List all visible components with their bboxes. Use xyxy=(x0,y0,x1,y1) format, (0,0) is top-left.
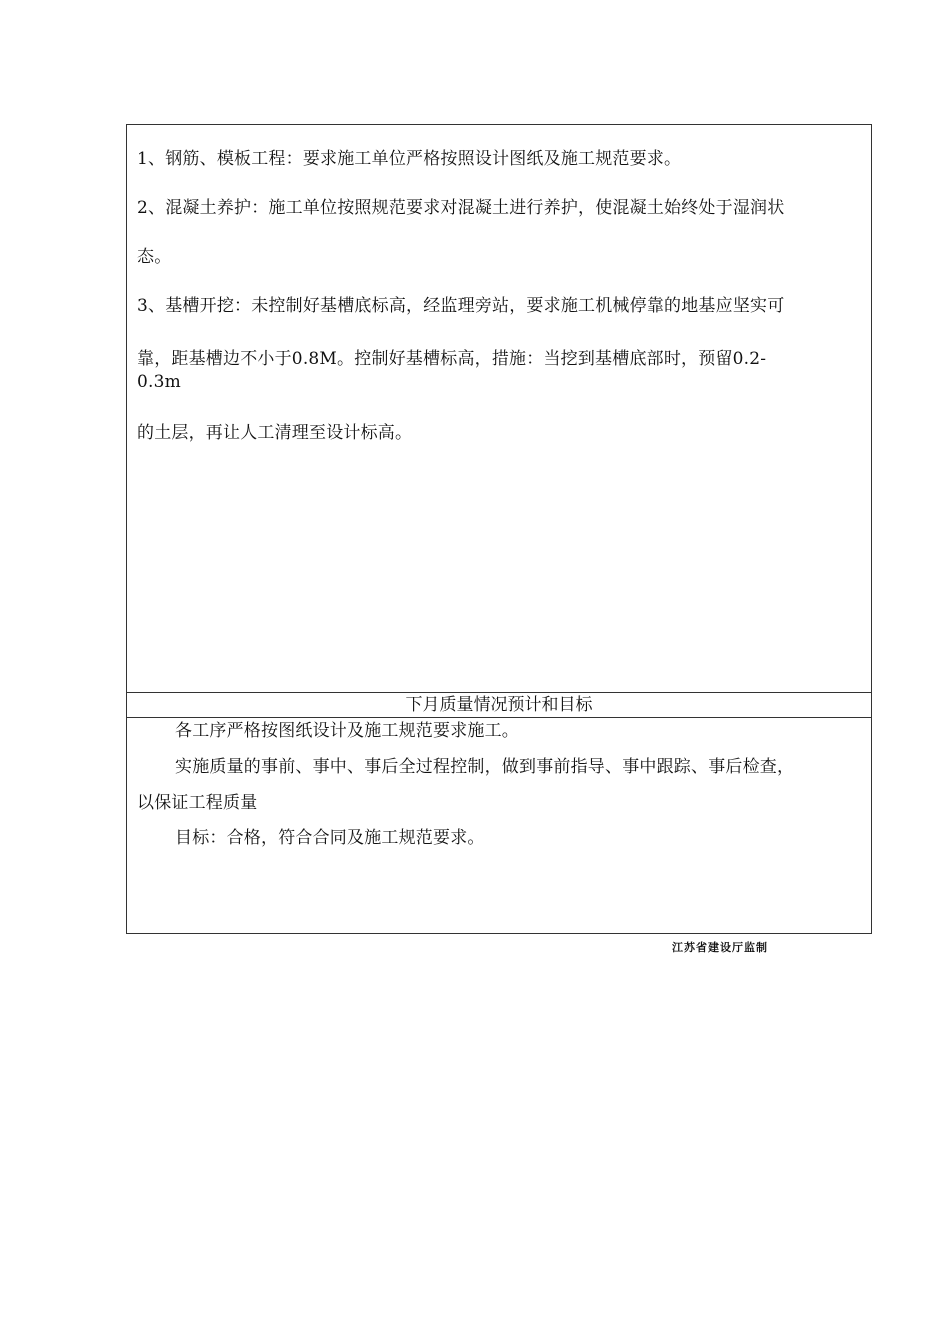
issue-line-1: 1、钢筋、模板工程：要求施工单位严格按照设计图纸及施工规范要求。 xyxy=(137,149,682,169)
issue-line-3-cont-3: 的土层，再让人工清理至设计标高。 xyxy=(137,423,413,443)
quality-report-table xyxy=(126,124,872,934)
issue-line-2-cont: 态。 xyxy=(137,247,172,267)
goal-line-2: 实施质量的事前、事中、事后全过程控制，做到事前指导、事中跟踪、事后检查， xyxy=(175,757,795,777)
issue-line-2: 2、混凝土养护：施工单位按照规范要求对混凝土进行养护，使混凝土始终处于湿润状 xyxy=(137,198,785,218)
issue-line-3-cont-2: 0.3m xyxy=(137,372,181,392)
section-divider-bottom xyxy=(127,717,871,718)
quality-issues-section xyxy=(127,125,871,692)
goal-line-2-cont: 以保证工程质量 xyxy=(137,793,258,813)
issue-line-3-cont: 靠，距基槽边不小于0.8M。控制好基槽标高，措施：当挖到基槽底部时，预留0.2- xyxy=(137,349,767,369)
goal-line-1: 各工序严格按图纸设计及施工规范要求施工。 xyxy=(175,721,519,741)
issuer-footer: 江苏省建设厅监制 xyxy=(672,941,768,954)
issue-line-3: 3、基槽开挖：未控制好基槽底标高，经监理旁站，要求施工机械停靠的地基应坚实可 xyxy=(137,296,785,316)
next-month-heading: 下月质量情况预计和目标 xyxy=(405,695,593,715)
goal-line-3: 目标：合格，符合合同及施工规范要求。 xyxy=(175,828,485,848)
